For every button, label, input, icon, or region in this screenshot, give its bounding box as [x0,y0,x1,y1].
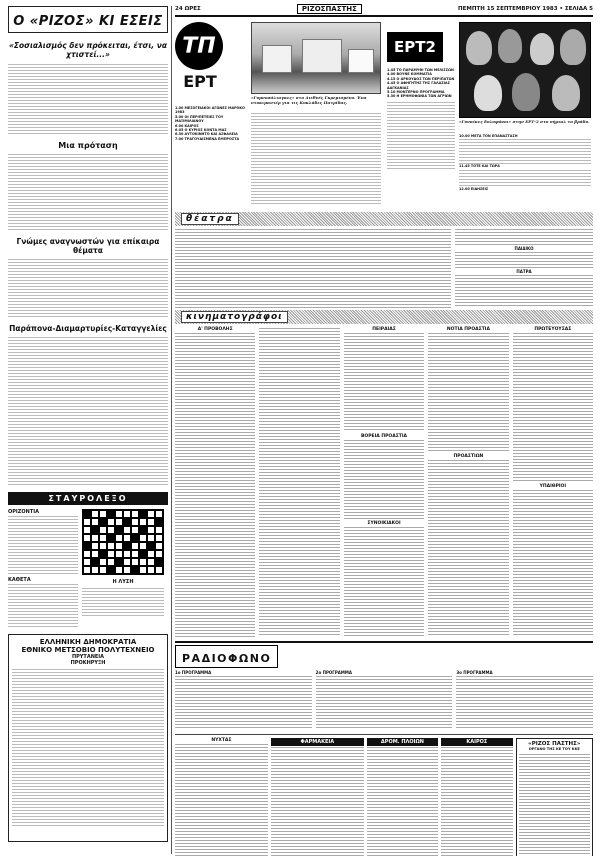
crossword-grid [82,509,164,575]
theatres-listings [175,228,593,308]
theatres-sub-child: ΠΑΙΔΙΚΟ [514,246,534,251]
radio-listings [175,670,593,730]
crossword-solution-label: Η ΛΥΣΗ [112,579,134,585]
theatres-banner [175,212,593,226]
cinema-sub-open-air: ΥΠΑΙΘΡΙΟΙ [539,484,567,489]
ert2-schedule: 1.45 ΤΟ ΠΑΡΑΜΥΘΙ ΤΩΝ ΜΕΛΙΣΣΩΝ 4.00 ΒΟΥΝΕ ΚΟΜΜΑΤΙΑ 4.15 Ο ΑΡΚΟΥΔΟΣ ΤΩΝ ΠΕΡΙΠΑΤΩΝ 4.45 Ο ΑΦΗΓΗΤΗΣ ΤΗΣ ΓΑΛΑΖΙΑΣ ΔΑΓΚΑΝΙΑΣ 5.10 ΜΟΝΤΕΡΝΟ ΠΡΟΓΡΑΜΜΑ 5.30 Η ΕΡΗΜΟΦΩΝΙΑ ΤΩΝ ΑΓΡΙΩΝ [387,68,455,206]
ad-title-1: ΕΛΛΗΝΙΚΗ ΔΗΜΟΚΡΑΤΙΑ [39,638,137,646]
tv-block [175,20,593,210]
header-paper: ΡΙΖΟΣΠΑΣΤΗΣ [297,4,362,14]
header-date: ΠΕΜΠΤΗ 15 ΣΕΠΤΕΜΒΡΙΟΥ 1983 • ΣΕΛΙΔΑ 5 [458,6,593,12]
cinema-sub-neighborhood: ΣΥΝΟΙΚΙΑΚΟΙ [367,521,401,526]
left-column [8,6,168,854]
ad-subtitle: ΠΡΟΚΗΡΥΞΗ [70,660,106,666]
rizos-title: «ΡΙΖΟΣ ΠΑΣΤΗΣ» [528,741,581,747]
cinema-sub-south: ΝΟΤΙΑ ΠΡΟΑΣΤΙΑ [446,327,490,332]
lead-headline: «Σοσιαλισμός δεν πρόκειται, έτσι, να χτιστεί...» [9,41,167,59]
ad-title-2: ΕΘΝΙΚΟ ΜΕΤΣΟΒΙΟ ΠΟΛΥΤΕΧΝΕΙΟ [21,646,155,654]
cinema-sub-north: ΒΟΡΕΙΑ ΠΡΟΑΣΤΙΑ [361,434,408,439]
radio-title-box [175,645,278,668]
crossword-vertical-label: ΚΑΘΕΤΑ [8,577,31,583]
article-headline-4: Παράπονα-Διαμαρτυρίες-Καταγγελίες [9,324,167,333]
crossword-block [8,509,168,628]
section-title-box [8,6,168,33]
ship-routes-title: ΔΡΟΜ. ΠΛΟΙΩΝ [367,738,438,746]
theatres-sub-patra: ΠΑΤΡΑ [516,269,532,274]
cinema-sub-piraeus: ΠΕΙΡΑΙΑΣ [372,327,396,332]
cinema-sub-first-run: Α' ΠΡΟΒΟΛΗΣ [197,327,233,332]
article-headline-2: Μια πρόταση [58,141,118,150]
radio-section [175,641,593,730]
ert1-logo [175,22,225,102]
weather-title: ΚΑΙΡΟΣ [441,738,512,746]
bottom-strip [175,734,593,856]
column-divider [171,6,172,854]
article-text-3 [8,258,168,318]
radio-sub-2: 2ο ΠΡΟΓΡΑΜΜΑ [315,670,352,675]
radio-sub-1: 1ο ΠΡΟΓΡΑΜΜΑ [175,670,212,675]
rizos-box [516,738,593,856]
main-area [175,4,593,856]
ert1-photo [251,22,381,94]
ert1-text [251,112,381,206]
crossword-title: ΣΤΑΥΡΟΛΕΞΟ [8,492,168,505]
page-header [175,4,593,17]
section-title: Ο «ΡΙΖΟΣ» ΚΙ ΕΣΕΙΣ [13,14,163,29]
radio-title: ΡΑΔΙΟΦΩΝΟ [182,652,272,665]
pharmacies-title: ΦΑΡΜΑΚΕΙΑ [271,738,364,746]
cinemas-banner [175,310,593,324]
article-text-2 [8,153,168,231]
nights-label: ΝΥΧΤΑΣ [211,738,232,743]
cinema-sub-suburbs: ΠΡΟΑΣΤΙΩΝ [453,454,484,459]
rizos-subtitle: ΟΡΓΑΝΟ ΤΗΣ ΚΕ ΤΟΥ ΚΚΕ [528,747,580,751]
ad-title-3: ΠΡΥΤΑΝΕΙΑ [71,654,105,660]
polytechnic-ad [8,634,168,842]
cinema-listings [175,327,593,637]
article-headline-3: Γνώμες αναγνωστών για επίκαιρα θέματα [16,237,160,255]
lead-article-text [8,63,168,135]
cinemas-title: κινηματογράφοι [181,311,288,323]
ert2-photo [459,22,591,118]
ert2-late-schedule: 10.00 ΜΕΤΑ ΤΟΝ ΕΠΑΝΑΣΤΑΣΗ 11.45 ΤΟΤΕ ΚΑΙ ΤΩΡΑ 12.00 ΕΙΔΗΣΕΙΣ [459,134,591,206]
ert1-logo-circle: ΤΠ [175,22,223,70]
crossword-horizontal-label: ΟΡΙΖΟΝΤΙΑ [8,509,39,515]
theatres-title: θέατρα [181,213,239,225]
cinema-sub-capital: ΠΡΩΤΕΥΟΥΣΑΣ [534,327,572,332]
header-section: 24 ΩΡΕΣ [175,6,201,12]
ert1-logo-text: ΕΡΤ [183,72,217,91]
ert2-logo: ΕΡΤ2 [387,32,443,62]
ert1-photo-caption: «Γυμνοσάλιαγκες» στο Διεθνές Γκρεμισμένο. Ένα ντοκιμαντέρ για τις Κυκλάδες Πατρίδας. [251,95,367,105]
article-text-4 [8,336,168,486]
ert2-photo-caption: «Γυναίκες δολοφόνοι» στην ΕΡΤ-2 στο σήριαλ το βράδυ. [459,119,590,124]
ert1-schedule: 1.00 ΜΕΣΟΓΕΙΑΚΟΙ ΑΓΩΝΕΣ ΜΑΡΟΚΟ 1983 5.00 ΟΙ ΠΕΡΙΠΕΤΕΙΕΣ ΤΟΥ ΜΑΞΙΜΙΛΙΑΝΟΥ 6.00 ΚΑΙΡΟΣ 6.05 Ο ΚΥΡΙΟΣ ΚΟΝΤΑ ΜΑΣ 6.30 ΑΥΤΟΚΙΝΗΤΟ ΚΑΙ ΑΣΦΑΛΕΙΑ 7.00 ΤΡΑΓΟΥΔΙΣΜΕΝΑ ΕΜΠΡΟΣΤΑ [175,106,245,141]
radio-sub-3: 3ο ΠΡΟΓΡΑΜΜΑ [456,670,493,675]
